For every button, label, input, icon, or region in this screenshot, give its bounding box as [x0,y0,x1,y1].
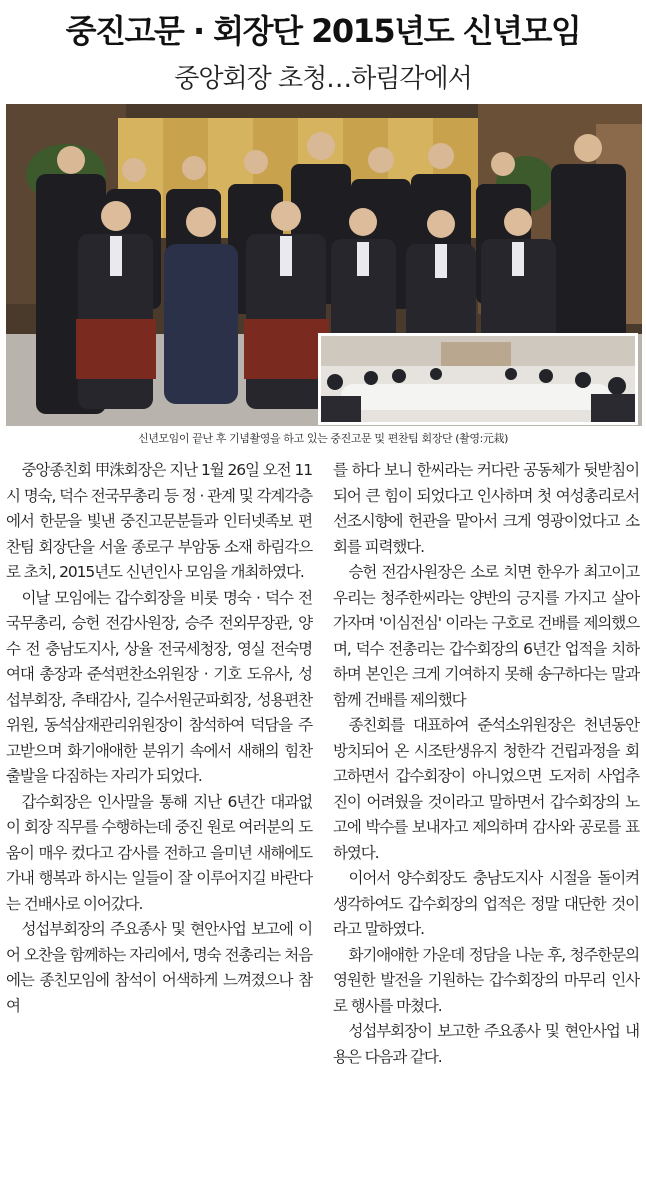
headline: 중진고문 · 회장단 2015년도 신년모임 [65,12,581,50]
article-paragraph: 성섭부회장의 주요종사 및 현안사업 보고에 이어 오찬을 함께하는 자리에서, 명숙 전총리는 처음에는 종친모임에 참석이 어색하게 느껴졌으나 참여 [6,920,312,1015]
article-paragraph: 종친회를 대표하여 준석소위원장은 천년동안 방치되어 온 시조탄생유지 청한각 건립과정을 회고하면서 갑수회장이 아니었으면 도저히 사업추진이 어려웠을 것이라고 말하면서 갑수회장의 노고에 박수를 보내자고 제의하며 감사와 공로를 표하였다. [333,716,639,862]
article-paragraph: 성섭부회장이 보고한 주요종사 및 현안사업 내용은 다음과 같다. [333,1022,639,1066]
article-paragraph: 중앙종친회 甲洙회장은 지난 1월 26일 오전 11시 명숙, 덕수 전국무총리 등 정 · 관계 및 각계각층에서 한문을 빛낸 중진고문분들과 인터넷족보 편찬팀 회장단을 서울 종로구 부암동 소재 하림각으로 초치, 2015년도 신년인사 모임을 개최하였다. [6,461,312,581]
article-paragraph-continued: 를 하다 보니 한씨라는 커다란 공동체가 뒷받침이 되어 큰 힘이 되었다고 인사하며 첫 여성총리로서 선조시향에 헌관을 맡아서 크게 영광이었다고 소회를 피력했다. [333,461,639,556]
article-right-column [333,458,639,1070]
article-paragraph: 이어서 양수회장도 충남도지사 시절을 돌이켜 생각하여도 갑수회장의 업적은 정말 대단한 것이라고 말하였다. [333,869,639,938]
article-paragraph: 승헌 전감사원장은 소로 치면 한우가 최고이고 우리는 청주한씨라는 양반의 긍지를 가지고 살아가자며 '이심전심' 이라는 구호로 건배를 제의했으며, 덕수 전총리는 갑수회장의 6년간 업적을 치하하며 본인은 크게 기여하지 못해 송구하다는 말과 함께 건배를 제의했다 [333,563,639,709]
article-left-column [6,458,312,1019]
article-paragraph: 화기애애한 가운데 정담을 나눈 후, 청주한문의 영원한 발전을 기원하는 갑수회장의 마무리 인사로 행사를 마쳤다. [333,945,639,1015]
subheadline: 중앙회장 초청…하림각에서 [174,64,472,94]
photo-caption: 신년모임이 끝난 후 기념촬영을 하고 있는 중진고문 및 편찬팀 회장단 (촬영:元栽) [137,432,509,445]
article-paragraph: 갑수회장은 인사말을 통해 지난 6년간 대과없이 회장 직무를 수행하는데 중진 원로 여러분의 도움이 매우 컸다고 감사를 전하고 을미년 새해에도 가내 행복과 하시는 일들이 잘 이루어지길 바란다는 건배사로 이어갔다. [6,792,312,913]
article-paragraph: 이날 모임에는 갑수회장을 비롯 명숙 · 덕수 전국무총리, 승헌 전감사원장, 승주 전외무장관, 양수 전 충남도지사, 상율 전국세청장, 영실 전숙명여대 총장과 준석편찬소위원장 · 기호 도유사, 성섭부회장, 추태감사, 길수서원군파회장, 성용편찬위원, 동석삼재관리위원장이 참석하여 덕담을 주고받으며 화기애애한 분위기 속에서 새해의 힘찬 출발을 다짐하는 자리가 되었다. [6,588,312,785]
meeting-inset-photo [318,333,638,425]
